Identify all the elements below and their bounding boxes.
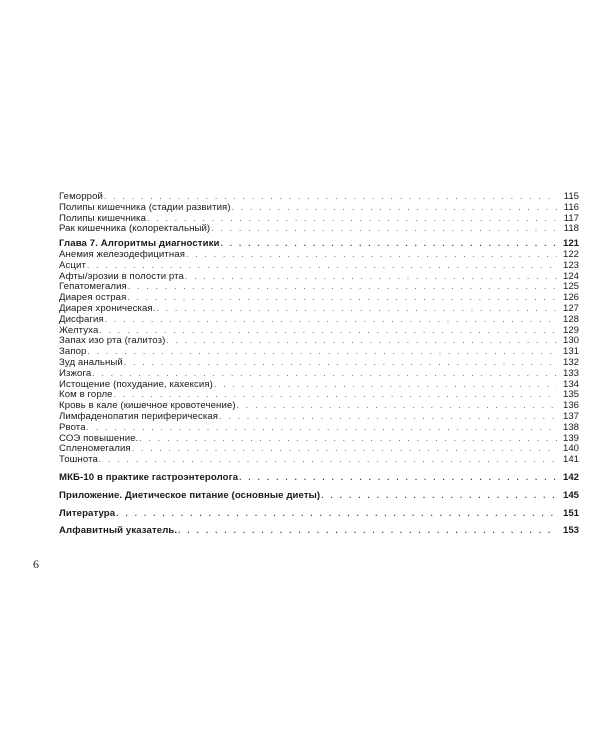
toc-entry[interactable] xyxy=(59,369,579,380)
toc-entry-title: Литература xyxy=(59,507,116,519)
toc-entry-page: 141 xyxy=(562,454,579,466)
toc-entry-title: Асцит xyxy=(59,259,86,271)
toc-entry-page: 128 xyxy=(562,313,579,325)
toc-entry[interactable] xyxy=(59,347,579,358)
toc-entry-page: 151 xyxy=(562,507,579,519)
table-of-contents xyxy=(59,192,579,537)
dot-leader xyxy=(87,423,557,434)
dot-leader xyxy=(321,491,557,502)
dot-leader xyxy=(156,304,557,315)
toc-entry-title: Алфавитный указатель. xyxy=(59,525,178,537)
dot-leader xyxy=(124,358,557,369)
toc-entry[interactable] xyxy=(59,358,579,369)
toc-entry[interactable] xyxy=(59,272,579,283)
toc-chapter-entry[interactable] xyxy=(59,526,579,537)
dot-leader xyxy=(127,293,557,304)
dot-leader xyxy=(92,369,557,380)
toc-entry[interactable] xyxy=(59,444,579,455)
toc-entry-page: 136 xyxy=(562,400,579,412)
toc-entry-title: Ком в горле xyxy=(59,389,113,401)
toc-entry-page: 130 xyxy=(562,335,579,347)
dot-leader xyxy=(166,336,557,347)
toc-entry[interactable] xyxy=(59,315,579,326)
dot-leader xyxy=(220,239,557,250)
toc-entry[interactable] xyxy=(59,304,579,315)
toc-entry-page: 127 xyxy=(562,302,579,314)
toc-entry-page: 142 xyxy=(562,471,579,483)
toc-entry[interactable] xyxy=(59,224,579,235)
toc-entry-title: Диарея хроническая. xyxy=(59,302,156,314)
toc-entry-page: 115 xyxy=(563,191,579,202)
dot-leader xyxy=(87,261,557,272)
dot-leader xyxy=(88,347,558,358)
toc-entry-page: 131 xyxy=(562,346,579,358)
toc-entry-title: Дисфагия xyxy=(59,313,104,325)
toc-entry-title: Геморрой xyxy=(59,191,103,202)
dot-leader xyxy=(237,401,557,412)
dot-leader xyxy=(99,455,557,466)
dot-leader xyxy=(105,315,557,326)
dot-leader xyxy=(232,203,557,214)
toc-entry-title: Спленомегалия xyxy=(59,443,131,455)
toc-entry-page: 137 xyxy=(562,410,579,422)
toc-entry-title: СОЭ повышение. xyxy=(59,432,139,444)
toc-entry-page: 118 xyxy=(563,223,579,235)
dot-leader xyxy=(239,473,557,484)
toc-entry[interactable] xyxy=(59,380,579,391)
dot-leader xyxy=(116,509,557,520)
toc-entry-title: Анемия железодефицитная xyxy=(59,248,185,260)
toc-entry-page: 134 xyxy=(562,378,579,390)
toc-entry-title: Запор xyxy=(59,346,87,358)
toc-entry-page: 121 xyxy=(562,238,579,250)
dot-leader xyxy=(178,526,557,537)
toc-entry-page: 126 xyxy=(562,292,579,304)
toc-entry-title: Желтуха xyxy=(59,324,99,336)
page-number: 6 xyxy=(33,557,39,571)
toc-entry[interactable] xyxy=(59,423,579,434)
toc-entry-title: Рвота xyxy=(59,421,86,433)
toc-entry[interactable] xyxy=(59,455,579,466)
toc-entry-title: Приложение. Диетическое питание (основные диеты) xyxy=(59,489,321,501)
dot-leader xyxy=(128,282,557,293)
dot-leader xyxy=(214,380,557,391)
toc-entry[interactable] xyxy=(59,434,579,445)
toc-entry-page: 122 xyxy=(562,248,579,260)
toc-entry-title: Полипы кишечника (стадии развития) xyxy=(59,201,231,213)
dot-leader xyxy=(186,250,557,261)
toc-entry-title: Тошнота xyxy=(59,454,98,466)
toc-entry[interactable] xyxy=(59,261,579,272)
toc-entry-page: 153 xyxy=(562,525,579,537)
toc-entry[interactable] xyxy=(59,250,579,261)
dot-leader xyxy=(99,326,557,337)
toc-entry-title: Глава 7. Алгоритмы диагностики xyxy=(59,238,220,250)
toc-entry-page: 123 xyxy=(562,259,579,271)
dot-leader xyxy=(139,434,557,445)
toc-entry-page: 117 xyxy=(563,212,579,224)
toc-entry[interactable] xyxy=(59,203,579,214)
toc-entry-title: Лимфаденопатия периферическая xyxy=(59,410,219,422)
dot-leader xyxy=(211,224,557,235)
toc-entry-page: 133 xyxy=(562,367,579,379)
toc-chapter-entry[interactable] xyxy=(59,509,579,520)
toc-entry-title: МКБ-10 в практике гастроэнтеролога xyxy=(59,471,239,483)
toc-entry-page: 124 xyxy=(562,270,579,282)
toc-entry-title: Диарея острая xyxy=(59,292,127,304)
toc-entry-page: 135 xyxy=(562,389,579,401)
toc-entry-page: 138 xyxy=(562,421,579,433)
toc-entry-title: Кровь в кале (кишечное кровотечение) xyxy=(59,400,236,412)
dot-leader xyxy=(219,412,557,423)
toc-entry-title: Изжога xyxy=(59,367,92,379)
dot-leader xyxy=(132,444,557,455)
toc-entry[interactable] xyxy=(59,282,579,293)
toc-entry-title: Полипы кишечника xyxy=(59,212,147,224)
toc-entry[interactable] xyxy=(59,336,579,347)
toc-entry-title: Зуд анальный xyxy=(59,356,123,368)
toc-entry-title: Гепатомегалия xyxy=(59,281,127,293)
toc-entry-page: 139 xyxy=(562,432,579,444)
toc-entry-title: Афты/эрозии в полости рта xyxy=(59,270,184,282)
toc-entry-page: 140 xyxy=(562,443,579,455)
toc-entry-title: Рак кишечника (колоректальный) xyxy=(59,223,211,235)
toc-chapter-entry[interactable] xyxy=(59,473,579,484)
toc-entry-page: 116 xyxy=(563,201,579,213)
toc-entry-title: Истощение (похудание, кахексия) xyxy=(59,378,213,390)
toc-entry-title: Запах изо рта (галитоз) xyxy=(59,335,166,347)
toc-entry[interactable] xyxy=(59,412,579,423)
toc-entry-page: 125 xyxy=(562,281,579,293)
toc-entry-page: 132 xyxy=(562,356,579,368)
toc-entry-page: 129 xyxy=(562,324,579,336)
dot-leader xyxy=(185,272,557,283)
toc-chapter-entry[interactable] xyxy=(59,491,579,502)
toc-entry-page: 145 xyxy=(562,489,579,501)
